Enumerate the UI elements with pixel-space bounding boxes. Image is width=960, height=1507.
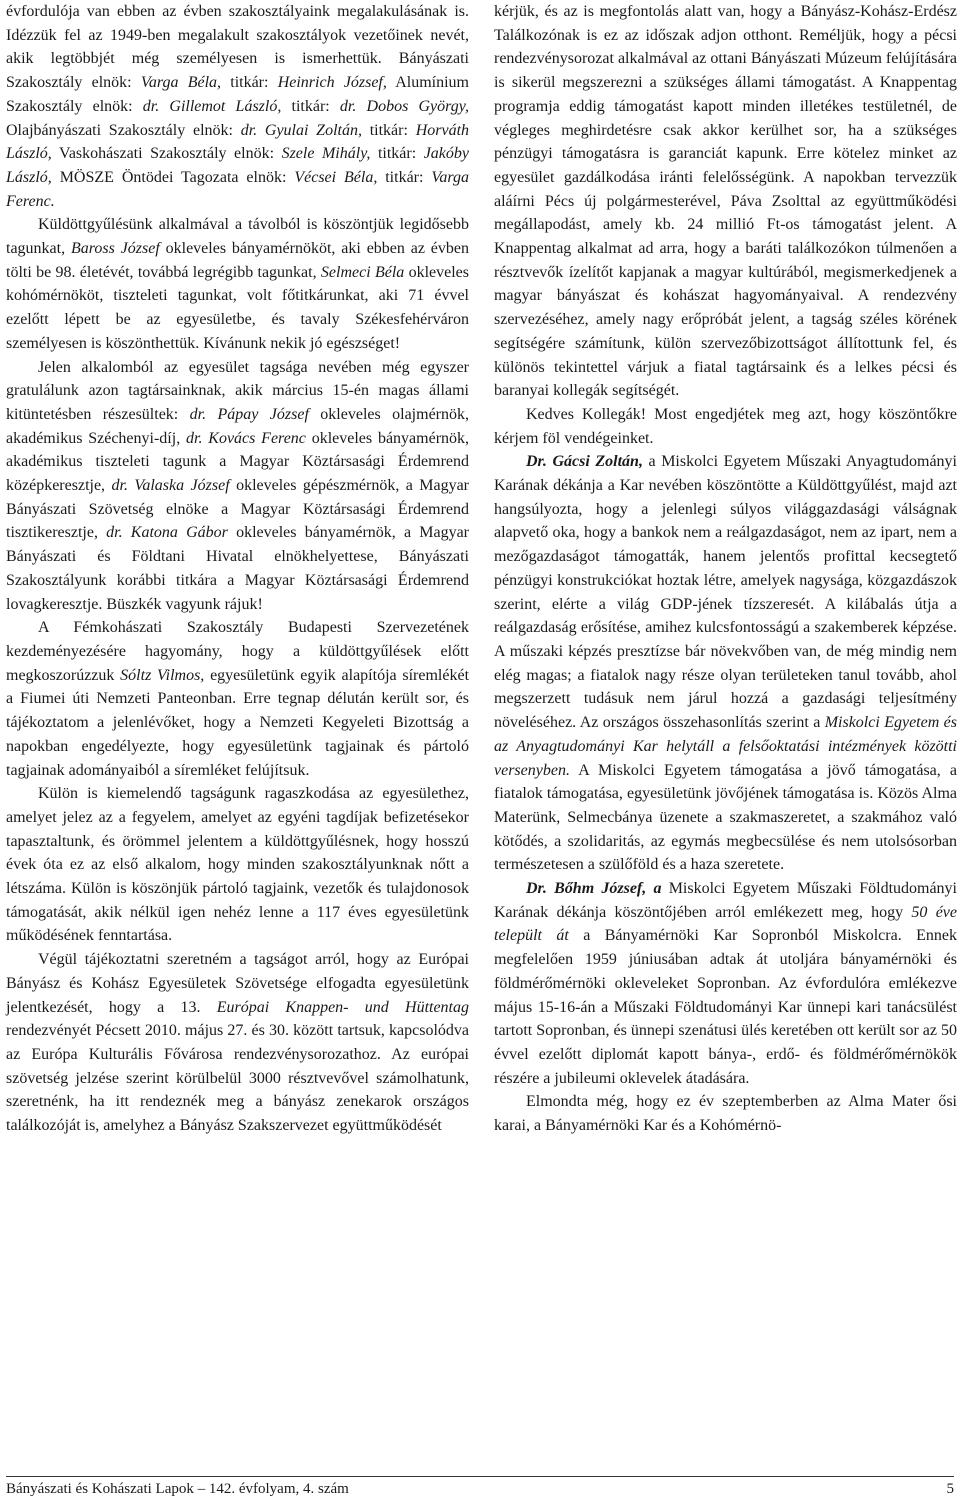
italic-run: dr. Valaska József bbox=[111, 477, 230, 495]
italic-run: Jakóby László, bbox=[6, 145, 470, 186]
text-run: Külön is kiemelendő tagságunk ragaszkodása az egyesülethez, amelyet jelez az a fegyelem, amelyet az egyéni tagdíjak befizetésekor tapasztaltunk, és örömmel jelentem a küldöttgyűlésnek, hogy hosszú évek óta ez az első alkalom, hogy minden szakosztályunknak nőtt a létszáma. Külön is köszönjük pártoló tagjaink, vezetők és tulajdonosok támogatását, akik nélkül igen nehéz lenne a 117 éves egyesületünk működésének fenntartása. bbox=[6, 785, 469, 945]
journal-citation: Bányászati és Kohászati Lapok – 142. évfolyam, 4. szám bbox=[6, 1481, 349, 1497]
text-run: Alumínium Szakosztály elnök: bbox=[6, 74, 470, 115]
text-run: rendezvényét Pécsett 2010. május 27. és 30. között tartsuk, kapcsolódva az Európa Kulturális Fővárosa rendezvénysorozathoz. Az európai szövetség jelzése szerint körülbelül 3000 résztvevővel számolhatunk, szeretnénk, ha itt rendeznék meg a bányász zenekarok országos találkozóját is, amelyhez a Bányász Szakszervezet együttműködését bbox=[6, 1022, 469, 1135]
right-paragraph-5 bbox=[494, 1090, 957, 1137]
italic-run: 50 éve települt át bbox=[494, 903, 957, 945]
text-run: okleveles gépészmérnök, a Magyar Bányászati Szövetség elnöke a Magyar Köztársasági Érdemrend tisztikeresztje, bbox=[6, 477, 470, 542]
text-run: titkár: bbox=[361, 121, 416, 139]
left-paragraph-5 bbox=[6, 782, 469, 948]
text-run: A Miskolci Egyetem támogatása a jövő támogatása, a fiatalok támogatása, egyesületünk jövőjének támogatása is. Közös Alma Materünk, Selmecbánya üzenete a szakmaszeretet, a szakmához való kötődés, a szolidaritás, az egymás megbecsülése és nem utolsósorban természetesen a szülőföld és a haza szeretete. bbox=[494, 761, 957, 874]
text-run: Olajbányászati Szakosztály elnök: bbox=[6, 121, 241, 139]
text-run: kérjük, és az is megfontolás alatt van, hogy a Bányász-Kohász-Erdész Találkozónak is ez az időszak adjon otthont. Reméljük, hogy a pécsi rendezvénysorozat alkalmával az ottani Bányászati Múzeum felújítására is sikerül megszerezni a szükséges állami támogatást. A Knappentag programja eddig támogatást kapott minden illetékes testületnél, de végleges meghirdetésre csak akkor kerülhet sor, ha a szükséges pénzügyi támogatásra is garanciát kapunk. Erre kötelez minket az egyesület gazdálkodása iránti felelősségünk. A napokban tervezzük aláírni Pécs új polgármesterével, Páva Zsolttal az együttműködési megállapodást, amely kb. 24 millió Ft-os támogatást jelent. A Knappentag alkalmat ad arra, hogy a baráti találkozókon túlmenően a résztvevők ízelítőt kapjanak a magyar kultúrából, megismerkedjenek a magyar bányászat és kohászat hagyományaival. A rendezvény szervezéséhez, amely nagy erőpróbát jelent, a tagság széles körének segítségére számítunk, külön szervezőbizottságot állítottunk fel, és különös tekintettel várjuk a fiatal tagtársaink és a lelkes pécsi és baranyai kollegák segítségét. bbox=[494, 3, 957, 400]
left-paragraph-6 bbox=[6, 948, 469, 1138]
italic-run: Vécsei Béla, bbox=[294, 168, 378, 186]
page-footer bbox=[6, 1481, 954, 1503]
italic-run: Európai Knappen- und Hüttentag bbox=[216, 998, 470, 1016]
text-run: Jelen alkalomból az egyesület tagsága nevében még egyszer gratulálunk azon tagtársainknak, akik március 15-én magas állami kitüntetésben részesültek: bbox=[6, 358, 469, 423]
text-run: Vaskohászati Szakosztály elnök: bbox=[51, 145, 282, 163]
text-run: okleveles kohómérnököt, tiszteleti tagunkat, volt főtitkárunkat, aki 71 évvel ezelőtt lépett be az egyesületbe, és tavaly Székesfehérváron személyesen is köszönthettük. Kívánunk nekik jó egészséget! bbox=[6, 263, 470, 352]
italic-run: dr. Katona Gábor bbox=[106, 524, 228, 542]
italic-run: Baross József bbox=[70, 240, 160, 258]
text-run: Elmondta még, hogy ez év szeptemberben az Alma Mater ősi karai, a Bányamérnöki Kar és a Kohómérnö- bbox=[494, 1093, 957, 1135]
bold-italic-run: Dr. Bőhm József, a bbox=[526, 880, 662, 898]
italic-run: Heinrich József, bbox=[277, 74, 387, 92]
italic-run: Miskolci Egyetem és az Anyagtudományi Kar helytáll a felsőoktatási intézmények közötti versenyben. bbox=[494, 714, 957, 779]
text-run: okleveles bányamérnök, akadémikus tiszteleti tagunk a Magyar Köztársasági Érdemrend középkeresztje, bbox=[6, 429, 470, 495]
left-column bbox=[6, 0, 469, 1138]
text-run: titkár: bbox=[370, 145, 424, 163]
bold-italic-run: Dr. Gácsi Zoltán, bbox=[526, 453, 643, 471]
italic-run: Varga Ferenc. bbox=[6, 168, 469, 210]
page-number: 5 bbox=[946, 1481, 954, 1497]
left-paragraph-3 bbox=[6, 356, 469, 617]
text-run: a Bányamérnöki Kar Sopronból Miskolcra. Ennek megfelelően 1959 júniusában adtak át utoljára bányamérnöki és földmérőmérnöki okleveleket Sopronban. Az évfordulóra emlékezve május 15-16-án a Műszaki Földtudományi Kar ünnepi kari tanácsülést tartott Sopronban, és ünnepi szenátusi ülés keretében ott került sor az 50 évvel ezelőtt diplomát kapott bánya-, erdő- és földmérőmérnökök részére a jubileumi oklevelek átadására. bbox=[494, 927, 957, 1087]
text-run: a Miskolci Egyetem Műszaki Anyagtudományi Karának dékánja a Kar nevében köszöntötte a Küldöttgyűlést, majd azt hangsúlyozta, hogy a jelenlegi súlyos világgazdasági válságnak alapvető oka, hogy a bankok nem a reálgazdaságot, nem az ipart, nem a mezőgazdaságot támogatták, hanem jelentős profittal kecsegtető pénzügyi konstrukciókat hoztak létre, amelyek nagysága, közgazdászok szerint, elérte a világ GDP-jének tízszeresét. A kilábalás útja a reálgazdaság erősítése, amihez kulcsfontosságú a szakemberek képzése. A műszaki képzés presztízse bár növekvőben van, de még mindig nem elég magas; a fiatalok nagy része olyan területeken tanul tovább, ahol megszerzett tudásuk nem járul hozzá a gazdasági teljesítmény növeléséhez. Az országos összehasonlítás szerint a bbox=[494, 453, 958, 732]
text-run: évfordulója van ebben az évben szakosztályaink megalakulásának is. Idézzük fel az 1949-ben megalakult szakosztályok vezetőinek nevét, akik legtöbbjét még személyesen is ismerhettük. Bányászati Szakosztály elnök: bbox=[6, 3, 469, 92]
text-run: titkár: bbox=[377, 168, 432, 186]
left-paragraph-1 bbox=[6, 0, 469, 213]
italic-run: Varga Béla, bbox=[140, 74, 222, 92]
right-paragraph-1 bbox=[494, 0, 957, 403]
text-run: Végül tájékoztatni szeretném a tagságot arról, hogy az Európai Bányász és Kohász Egyesületek Szövetsége elfogadta egyesületünk jelentkezését, hogy a 13. bbox=[6, 951, 469, 1016]
text-run: okleveles olajmérnök, akadémikus Széchenyi-díj, bbox=[6, 405, 470, 447]
italic-run: dr. Kovács Ferenc bbox=[186, 429, 306, 447]
text-run: A Fémkohászati Szakosztály Budapesti Szervezetének kezdeményezésére hagyomány, hogy a küldöttgyűlések előtt megkoszorúzzuk bbox=[6, 619, 469, 684]
italic-run: Selmeci Béla bbox=[320, 263, 405, 281]
footer-divider bbox=[6, 1476, 954, 1477]
left-paragraph-4 bbox=[6, 616, 469, 782]
text-run: okleveles bányamérnököt, aki ebben az évben tölti be 98. életévét, továbbá legrégibb tagunkat, bbox=[6, 240, 470, 281]
text-run: egyesületünk egyik alapítója síremlékét a Fiumei úti Nemzeti Panteonban. Erre tegnap délután került sor, és tájékoztatom a jelenlévőket, hogy a Nemzeti Kegyeleti Bizottság a napokban engedélyezte, hogy egyesületünk tagjainak és pártoló tagjainak adományaiból a síremléket felújítsuk. bbox=[6, 666, 470, 779]
italic-run: Szele Mihály, bbox=[281, 145, 371, 163]
italic-run: dr. Gillemot László, bbox=[142, 97, 282, 115]
text-run: okleveles bányamérnök, a Magyar Bányászati és Földtani Hivatal elnökhelyettese, Bányászati Szakosztályunk korábbi titkára a Magyar Köztársasági Érdemrend lovagkeresztje. Büszkék vagyunk rájuk! bbox=[6, 524, 469, 613]
italic-run: Sóltz Vilmos, bbox=[120, 666, 205, 684]
left-paragraph-2 bbox=[6, 213, 469, 355]
text-run: MÖSZE Öntödei Tagozata elnök: bbox=[51, 168, 295, 186]
right-paragraph-2 bbox=[494, 403, 957, 450]
text-run: titkár: bbox=[221, 74, 278, 92]
text-run: titkár: bbox=[281, 97, 340, 115]
right-paragraph-3 bbox=[494, 450, 957, 877]
text-run: Küldöttgyűlésünk alkalmával a távolból is köszöntjük legidősebb tagunkat, bbox=[6, 216, 469, 258]
right-paragraph-4 bbox=[494, 877, 957, 1090]
right-column bbox=[494, 0, 957, 1138]
italic-run: dr. Dobos György, bbox=[339, 97, 470, 115]
italic-run: Horváth László, bbox=[6, 121, 470, 163]
italic-run: dr. Pápay József bbox=[189, 405, 309, 423]
text-run: Kedves Kollegák! Most engedjétek meg azt, hogy köszöntőkre kérjem föl vendégeinket. bbox=[494, 405, 957, 447]
italic-run: dr. Gyulai Zoltán, bbox=[240, 121, 362, 139]
text-run: Miskolci Egyetem Műszaki Földtudományi Karának dékánja köszöntőjében arról emlékezett meg, hogy bbox=[494, 880, 958, 921]
